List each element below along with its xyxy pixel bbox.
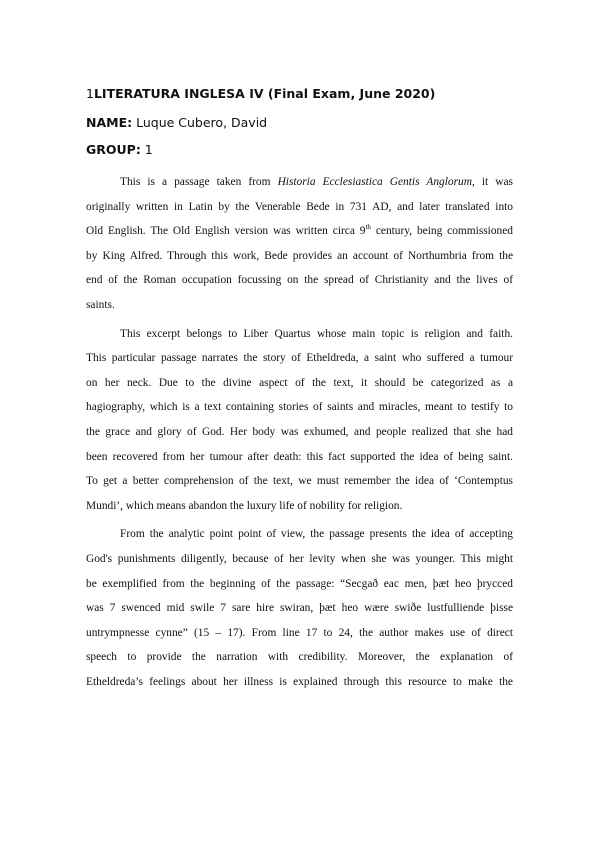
paragraph-2-line-6: been recovered from her tumour after death: this fact supported the idea of being saint. [86,450,513,463]
paragraph-2-line-4: hagiography, which is a text containing stories of saints and miracles, meant to testify to [86,401,513,414]
page-number: 1 [86,86,94,101]
group-line [86,142,153,158]
paragraph-2-line-1: This excerpt belongs to Liber Quartus whose main topic is religion and faith. [120,327,513,340]
paragraph-3-line-3: be exemplified from the beginning of the passage: “Secgað eac men, þæt heo þrycced [86,577,513,590]
essay-body [86,170,513,694]
paragraph-3-line-5: untrympnesse cynne” (15 – 17). From line 17 to 24, the author makes use of direct [86,626,513,639]
paragraph-2-line-8: Mundi’, which means abandon the luxury life of nobility for religion. [86,499,403,512]
paragraph-1-line-4: by King Alfred. Through this work, Bede provides an account of Northumbria from the [86,249,513,262]
paragraph-3-line-1: From the analytic point point of view, the passage presents the idea of accepting [120,528,513,541]
superscript: th [365,223,371,232]
paragraph-3-line-7: Etheldreda’s feelings about her illness is explained through this resource to make the [86,675,513,688]
paragraph-2-line-3: on her neck. Due to the divine aspect of the text, it should be categorized as a [86,376,513,389]
name-line [86,115,267,131]
paragraph-3-line-6: speech to provide the narration with credibility. Moreover, the explanation of [86,651,513,664]
paragraph-3-line-4: was 7 swenced mid swile 7 sare hire swiran, þæt heo wære swiðe lustfulliende þisse [86,602,513,615]
group-value: 1 [140,142,153,157]
group-label: GROUP: [86,142,141,157]
paragraph-1-line-6: saints. [86,298,115,311]
paragraph-1-line-5: end of the Roman occupation focussing on the spread of Christianity and the lives of [86,274,513,287]
paragraph-2 [86,322,513,519]
name-label: NAME: [86,115,133,130]
title-text: LITERATURA INGLESA IV (Final Exam, June 2020) [93,86,436,101]
book-title: Historia Ecclesiastica Gentis Anglorum [277,176,472,188]
exam-title [86,86,435,102]
paragraph-1-line-3: Old English. The Old English version was written circa 9th century, being commissioned [86,223,513,238]
paragraph-3-line-2: God's punishments diligently, because of her levity when she was younger. This might [86,552,513,565]
paragraph-2-line-7: To get a better comprehension of the text, we must remember the idea of ‘Contemptus [86,475,513,488]
paragraph-1 [86,170,513,318]
name-value: Luque Cubero, David [132,115,268,130]
paragraph-2-line-2: This particular passage narrates the story of Etheldreda, a saint who suffered a tumour [86,352,513,365]
paragraph-3 [86,522,513,694]
paragraph-1-line-1: This is a passage taken from Historia Ecclesiastica Gentis Anglorum, it was [120,176,513,188]
paragraph-1-line-2: originally written in Latin by the Venerable Bede in 731 AD, and later translated into [86,200,513,213]
paragraph-2-line-5: the grace and glory of God. Her body was exhumed, and people realized that she had [86,425,513,438]
